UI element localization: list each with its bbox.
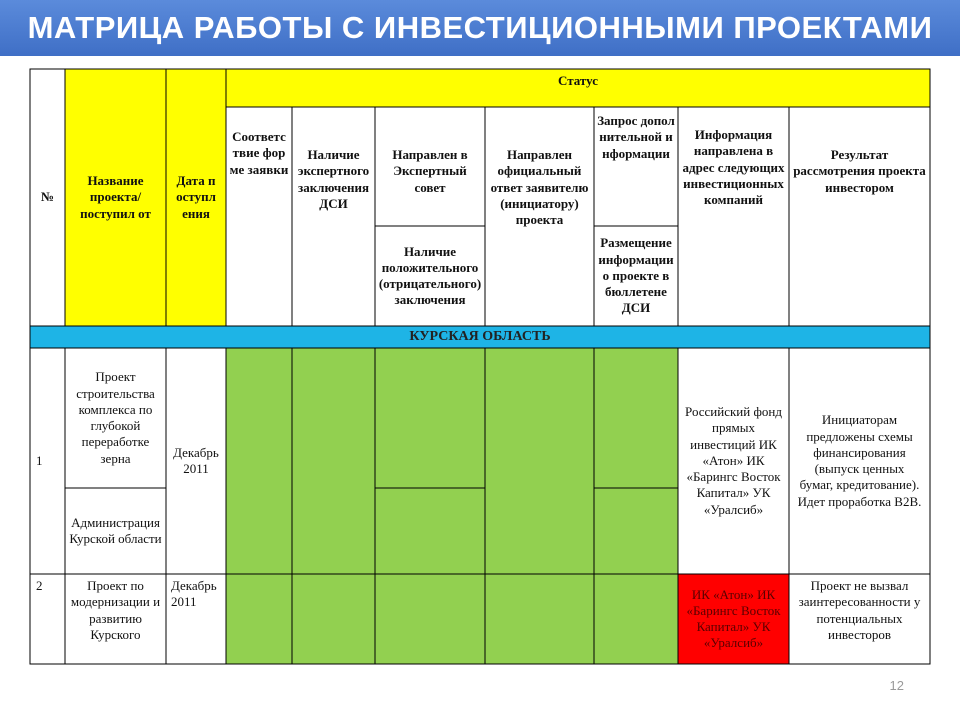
header-info-sent-to: Информация направлена в адрес следующих инвестиционных компаний [682, 127, 785, 207]
row2-project: Проект по модернизации и развитию Курского [70, 578, 161, 642]
row2-num: 2 [36, 578, 43, 593]
page-number: 12 [889, 678, 904, 693]
slide-title: МАТРИЦА РАБОТЫ С ИНВЕСТИЦИОННЫМИ ПРОЕКТАМИ [27, 10, 933, 45]
row2-info-sent-to: ИК «Атон» ИК «Барингс Восток Капитал» УК «Уралсиб» [686, 586, 781, 651]
header-positive-conclusion: Наличие положительного (отрицательного) заключения [378, 243, 482, 308]
row2-reply-fill [485, 574, 594, 664]
row1-num: 1 [36, 452, 43, 468]
row2-council-fill [375, 574, 485, 664]
row1-compliance-fill [226, 348, 292, 574]
header-num: № [40, 189, 55, 205]
header-additional-info-request: Запрос дополнительной информации [597, 113, 675, 161]
row1-result: Инициаторам предложены схемы финансирования (выпуск ценных бумаг, кредитование). Идет проработка B2B. [797, 412, 922, 509]
header-status: Статус [557, 73, 598, 88]
row2-expert-fill [292, 574, 375, 664]
row1-info-sent-to: Российский фонд прямых инвестиций ИК «Атон» ИК «Барингс Восток Капитал» УК «Уралсиб» [685, 404, 782, 517]
row1-expert-fill [292, 348, 375, 574]
row2-date: Декабрь 2011 [171, 578, 217, 610]
row2-request-fill [594, 574, 678, 664]
row1-project: Проект строительства комплекса по глубокой переработке зерна [76, 369, 155, 466]
row1-reply-fill [485, 348, 594, 574]
row2-result: Проект не вызвал заинтересованности у потенциальных инвесторов [798, 578, 921, 642]
row1-council-fill [375, 348, 485, 574]
header-official-reply: Направлен официальный ответ заявителю (инициатору) проекта [490, 147, 589, 227]
row2-compliance-fill [226, 574, 292, 664]
header-bulletin-placement: Размещение информации о проекте в бюллетене ДСИ [598, 235, 674, 316]
header-expert-conclusion: Наличие экспертного заключения ДСИ [297, 147, 370, 211]
header-investor-result: Результат рассмотрения проекта инвестором [793, 147, 926, 195]
region-label: КУРСКАЯ ОБЛАСТЬ [409, 329, 551, 345]
row1-source: Администрация Курской области [69, 514, 162, 546]
header-compliance: Соответствие форме заявки [229, 129, 289, 177]
row1-request-fill [594, 348, 678, 574]
header-project-name: Название проекта/ поступил от [80, 173, 151, 221]
header-date-received: Дата поступления [176, 173, 216, 221]
header-sent-to-council: Направлен в Экспертный совет [392, 147, 468, 195]
row1-date: Декабрь 2011 [173, 444, 219, 476]
